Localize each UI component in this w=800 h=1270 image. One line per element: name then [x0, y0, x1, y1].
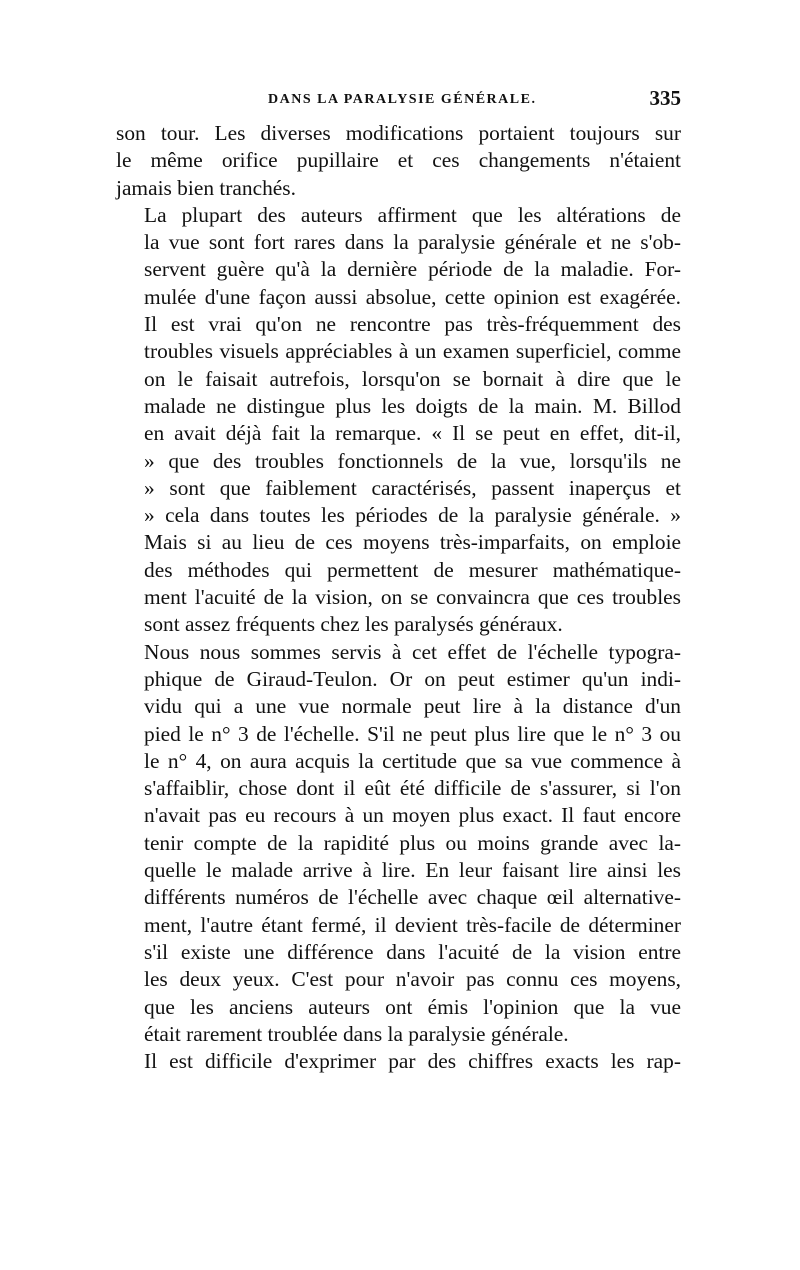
text-line: était rarement troublée dans la paralysie générale. — [144, 1021, 569, 1046]
text-line: des méthodes qui permettent de mesurer mathématique- — [144, 557, 681, 582]
text-line: mulée d'une façon aussi absolue, cette opinion est exagérée. — [144, 284, 681, 309]
text-line: Il est vrai qu'on ne rencontre pas très-fréquemment des — [144, 312, 681, 337]
text-line: le même orifice pupillaire et ces changements n'étaient — [116, 148, 681, 173]
text-line: vidu qui a une vue normale peut lire à la distance d'un — [144, 694, 681, 719]
text-line: phique de Giraud-Teulon. Or on peut estimer qu'un indi- — [144, 666, 681, 691]
text-line: La plupart des auteurs affirment que les altérations de — [144, 202, 681, 227]
text-line: quelle le malade arrive à lire. En leur faisant lire ainsi les — [144, 858, 681, 883]
page-number: 335 — [649, 86, 681, 110]
running-title: DANS LA PARALYSIE GÉNÉRALE. — [268, 92, 537, 107]
paragraph — [116, 120, 681, 202]
text-line: » que des troubles fonctionnels de la vue, lorsqu'ils ne — [144, 448, 681, 473]
running-head — [116, 86, 681, 116]
text-line: la vue sont fort rares dans la paralysie générale et ne s'ob- — [144, 230, 681, 255]
text-line: s'affaiblir, chose dont il eût été difficile de s'assurer, si l'on — [144, 776, 681, 801]
book-page — [116, 86, 681, 1075]
text-line: n'avait pas eu recours à un moyen plus exact. Il faut encore — [144, 803, 681, 828]
text-line: Nous nous sommes servis à cet effet de l'échelle typogra- — [144, 639, 681, 664]
text-line: différents numéros de l'échelle avec chaque œil alternative- — [144, 885, 681, 910]
text-line: en avait déjà fait la remarque. « Il se peut en effet, dit-il, — [144, 421, 681, 446]
text-line: on le faisait autrefois, lorsqu'on se bornait à dire que le — [144, 366, 681, 391]
text-line: Il est difficile d'exprimer par des chiffres exacts les rap- — [144, 1049, 681, 1074]
text-line: malade ne distingue plus les doigts de la main. M. Billod — [144, 393, 681, 418]
paragraph — [116, 1048, 681, 1075]
text-line: troubles visuels appréciables à un examen superficiel, comme — [144, 339, 681, 364]
text-line: que les anciens auteurs ont émis l'opinion que la vue — [144, 994, 681, 1019]
text-line: tenir compte de la rapidité plus ou moins grande avec la- — [144, 830, 681, 855]
text-line: le n° 4, on aura acquis la certitude que sa vue commence à — [144, 748, 681, 773]
text-line: ment l'acuité de la vision, on se convaincra que ces troubles — [144, 585, 681, 610]
text-line: » sont que faiblement caractérisés, passent inaperçus et — [144, 475, 681, 500]
paragraph — [116, 202, 681, 639]
text-line: servent guère qu'à la dernière période de la maladie. For- — [144, 257, 681, 282]
text-line: pied le n° 3 de l'échelle. S'il ne peut plus lire que le n° 3 ou — [144, 721, 681, 746]
text-line: » cela dans toutes les périodes de la paralysie générale. » — [144, 503, 681, 528]
text-line: jamais bien tranchés. — [116, 175, 296, 200]
paragraph — [116, 639, 681, 1048]
body-text — [116, 120, 681, 1075]
text-line: les deux yeux. C'est pour n'avoir pas connu ces moyens, — [144, 967, 681, 992]
text-line: Mais si au lieu de ces moyens très-imparfaits, on emploie — [144, 530, 681, 555]
text-line: ment, l'autre étant fermé, il devient très-facile de déterminer — [144, 912, 681, 937]
text-line: sont assez fréquents chez les paralysés généraux. — [144, 612, 563, 637]
text-line: son tour. Les diverses modifications portaient toujours sur — [116, 121, 681, 145]
text-line: s'il existe une différence dans l'acuité de la vision entre — [144, 939, 681, 964]
